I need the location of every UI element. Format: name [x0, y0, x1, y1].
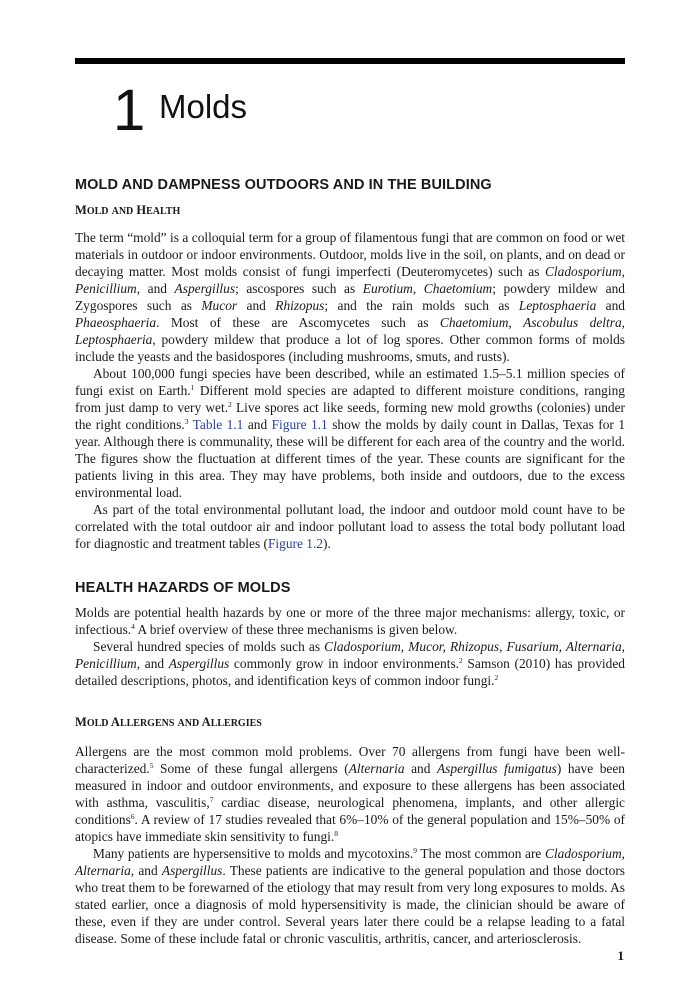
- chapter-number: 1: [113, 78, 146, 143]
- citation-4: 4: [131, 622, 135, 631]
- subsection-heading-mold-health: [75, 201, 625, 221]
- table-1-1-link[interactable]: Table 1.1: [192, 417, 244, 432]
- citation-3: 3: [184, 417, 189, 426]
- chapter-top-rule: [75, 58, 625, 64]
- paragraph-allergens: Allergens are the most common mold problems. Over 70 allergens from fungi have been well-characterized.$^5$ Some of these fungal allergens (Alternaria and Aspergillus fumigatus) have been measured in indoor and outdoor environments, and exposure to these allergens has been associated with asthma, vasculitis,$^7$ cardiac disease, neurological phenomena, implants, and other allergic conditions$^6$. A review of 17 studies revealed that 6%–10% of the general population and 15%–50% of atopics have immediate skin sensitivity to fungi.$^8$: [75, 744, 626, 844]
- section-heading-mold-dampness: MOLD AND DAMPNESS OUTDOORS AND IN THE BUILDING: [75, 177, 492, 193]
- paragraph-health-hazards: Molds are potential health hazards by one or more of the three major mechanisms: allergy, toxic, or infectious.$^4$ A brief overview of these three mechanisms is given below.: [75, 605, 625, 637]
- citation-1: 1: [190, 383, 195, 392]
- figure-1-2-link[interactable]: Figure 1.2: [267, 536, 324, 551]
- sub1-w1rest: OLD: [86, 206, 109, 217]
- section-heading-health-hazards: HEALTH HAZARDS OF MOLDS: [75, 580, 291, 596]
- sub1-w2rest: EALTH: [146, 206, 181, 217]
- subsection-heading-mold-allergens: MOLD ALLERGENS AND ALLERGIES: [75, 715, 262, 729]
- citation-2: 2: [228, 400, 232, 409]
- figure-1-1-link[interactable]: Figure 1.1: [271, 417, 328, 432]
- sub1-w2: H: [136, 203, 147, 217]
- paragraph-hypersensitivity: Many patients are hypersensitive to molds and mycotoxins.$^9$ The most common are Cladosporium, Alternaria, and Aspergillus. These patients are indicative to the general population and those doctors who treat them to be forewarned of the etiology that may result from very long exposures to molds. As stated earlier, once a diagnosis of mold hypersensitivity is made, the clinician should be aware of these, even if they are under control. Several years later there could be a relapse leading to a fatal disease. Some of these include fatal or chronic vasculitis, arthritis, cancer, and arteriosclerosis.: [75, 846, 626, 946]
- sub1-w1: M: [75, 203, 87, 217]
- paragraph-pollutant-load: As part of the total environmental pollutant load, the indoor and outdoor mold count have to be correlated with the total outdoor air and indoor pollutant load to assess the total body pollutant load for diagnostic and treatment tables (Figure 1.2).: [75, 502, 625, 551]
- paragraph-mold-definition: The term “mold” is a colloquial term for a group of filamentous fungi that are common on food or wet materials in outdoor or indoor environments. Outdoor, molds live in the soil, on plants, and on dead or decaying matter. Most molds consist of fungi imperfecti (Deuteromycetes) such as Cladosporium, Penicillium, and Aspergillus; ascospores such as Eurotium, Chaetomium; powdery mildew and Zygospores such as Mucor and Rhizopus; and the rain molds such as Leptosphaeria and Phaeosphaeria. Most of these are Ascomycetes such as Chaetomium, Ascobulus deltra, Leptosphaeria, powdery mildew that produce a lot of log spores. Other common forms of molds include the yeasts and the basidospores (including mushrooms, smuts, and rusts).: [75, 230, 626, 364]
- chapter-body: [75, 175, 625, 947]
- sub1-and: AND: [111, 206, 134, 217]
- paragraph-indoor-species: Several hundred species of molds such as Cladosporium, Mucor, Rhizopus, Fusarium, Alternaria, Penicillium, and Aspergillus commonly grow in indoor environments.$^2$ Samson (2010) has provided detailed descriptions, photos, and identification keys of common indoor fungi.$^2$: [75, 639, 625, 688]
- page-number: 1: [617, 948, 624, 963]
- paragraph-fungi-species: About 100,000 fungi species have been described, while an estimated 1.5–5.1 million species of fungi exist on Earth.$^1$ Different mold species are adapted to different moisture conditions, ranging from just damp to very wet.$^2$ Live spores act like seeds, forming new mold growths (colonies) under the right conditions.$^3$ Table 1.1 and Figure 1.1 show the molds by daily count in Dallas, Texas for 1 year. Although there is communality, these will be different for each area of the country and the world. The figures show the fluctuation at different times of the year. These counts are significant for the patients living in this area. They may have problems, both inside and outdoors, due to the excess environmental load.: [75, 366, 626, 500]
- chapter-title: Molds: [159, 88, 248, 125]
